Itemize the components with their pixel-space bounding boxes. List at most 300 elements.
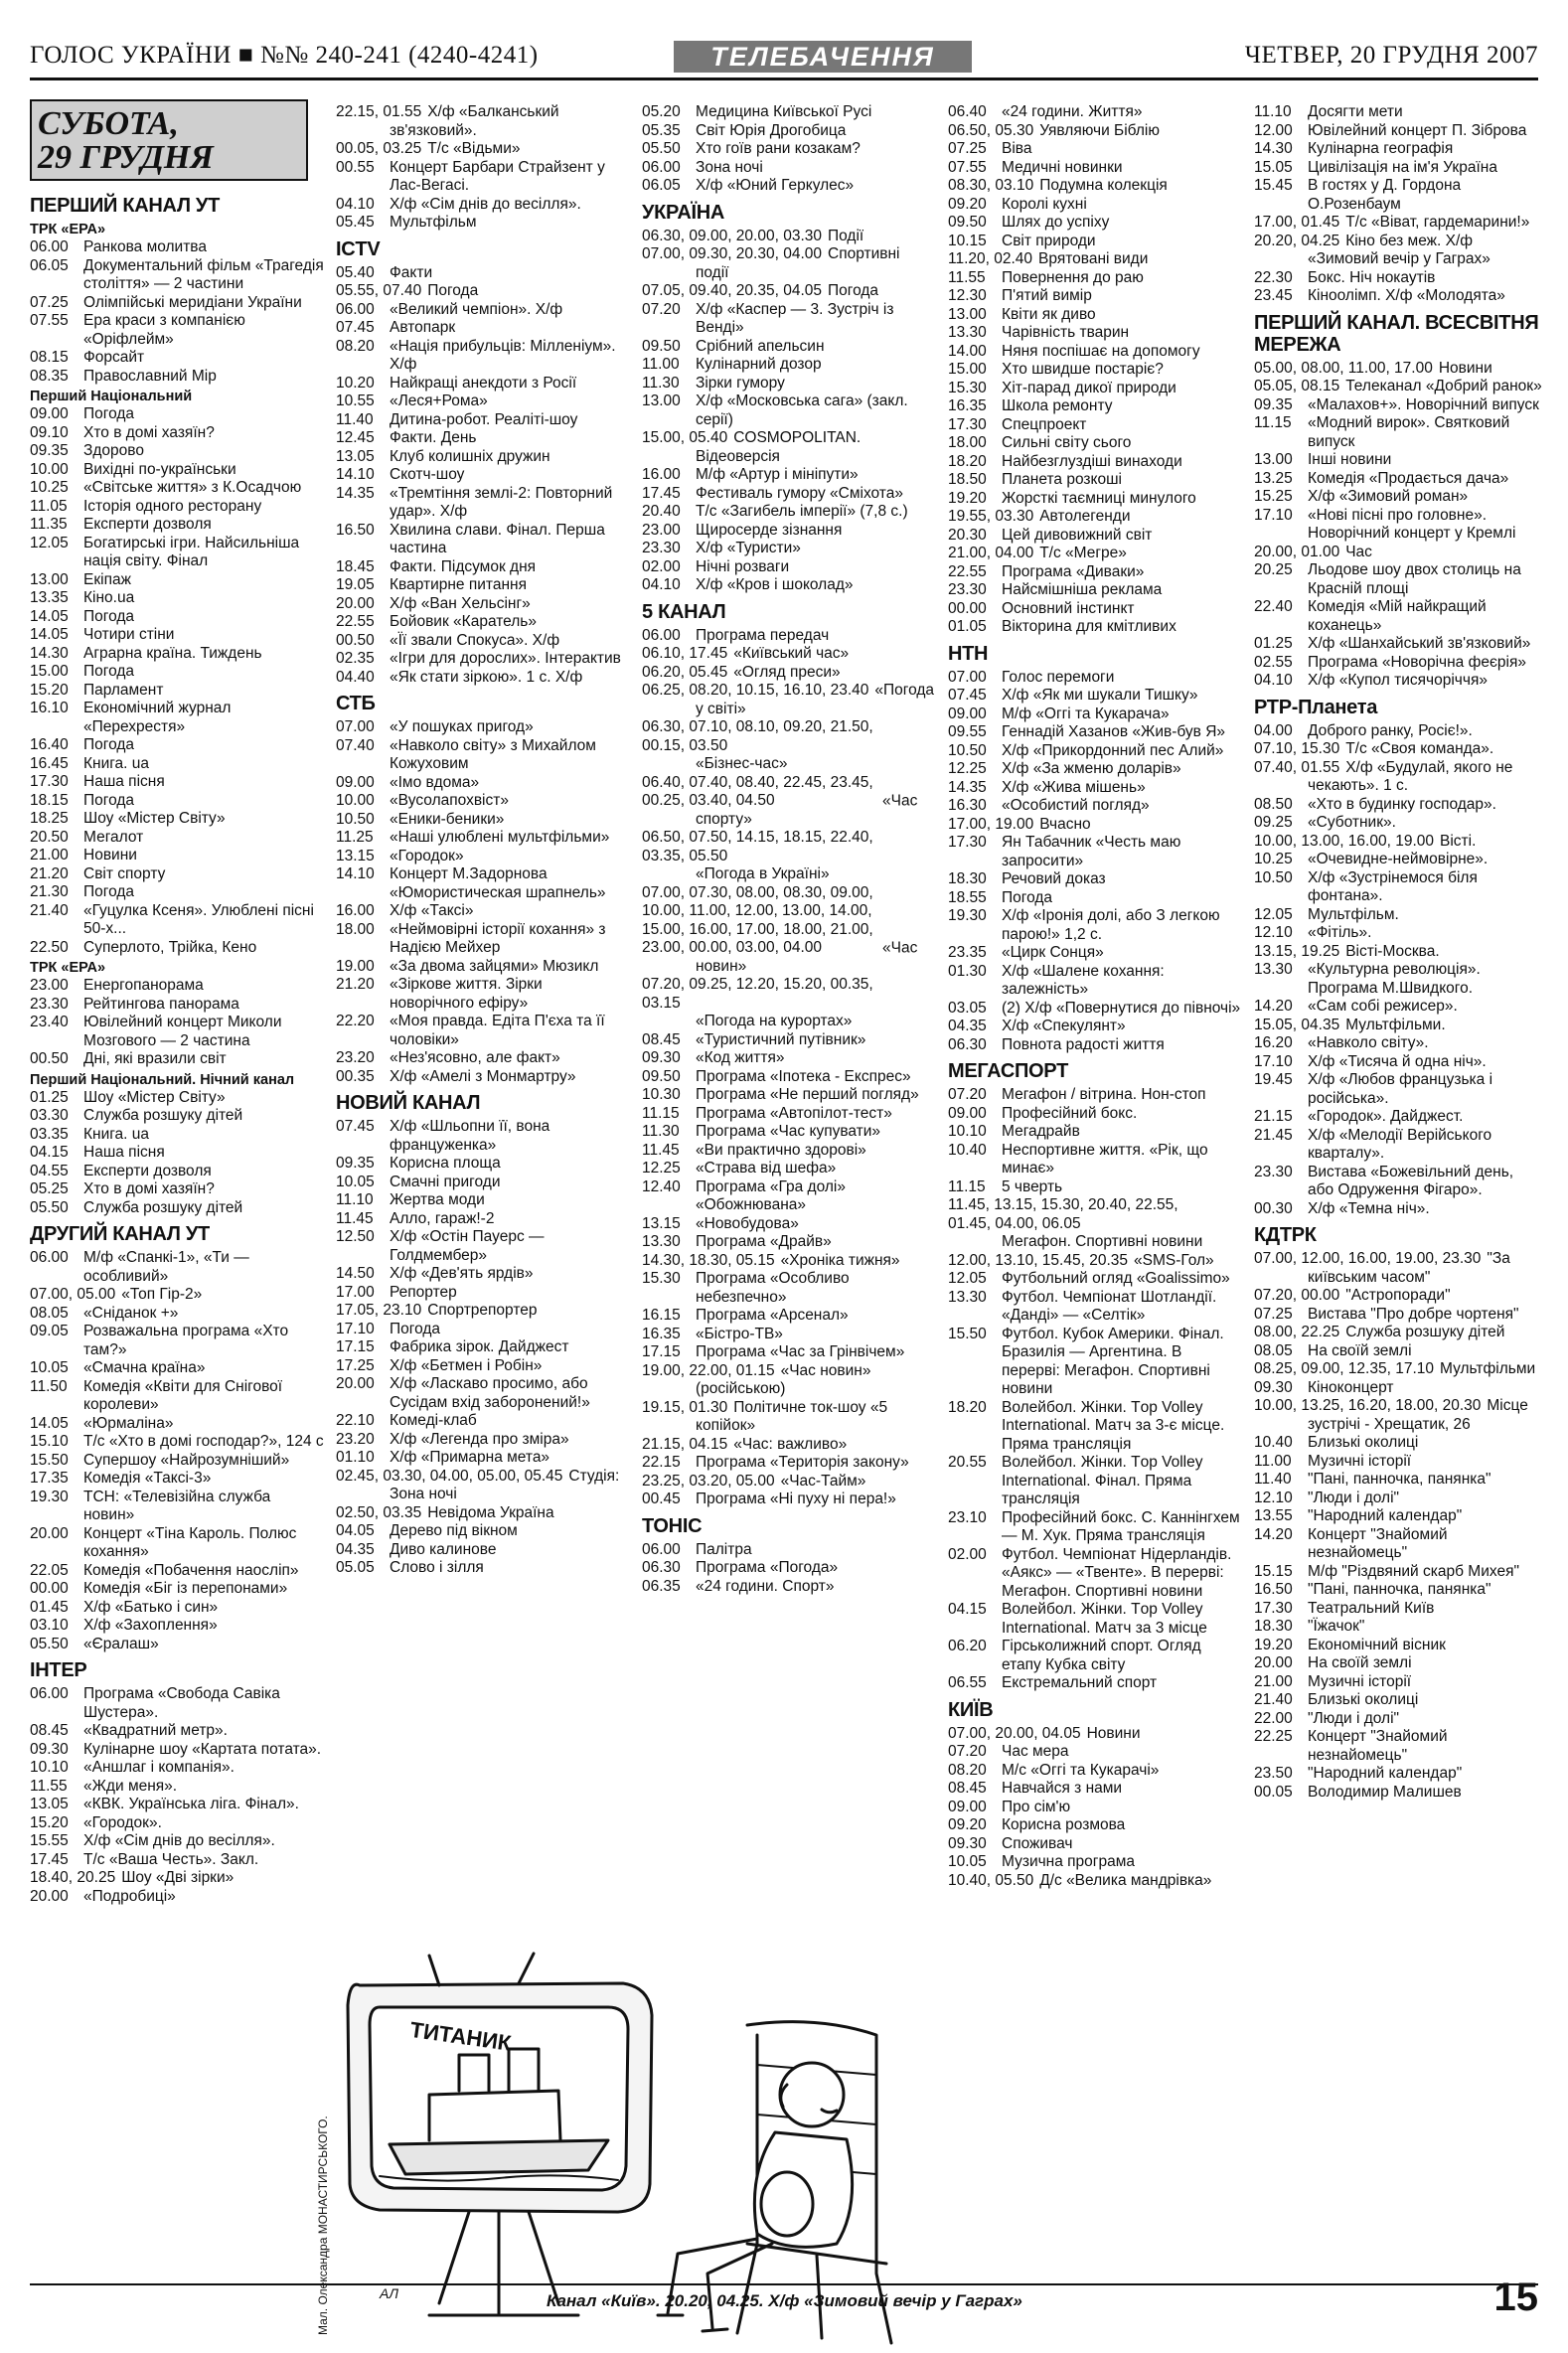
program-entry [30, 1617, 324, 1636]
program-time: 07.00 [948, 668, 987, 686]
program-time: 08.00, 22.25 [1254, 1324, 1340, 1340]
program-title: Православний Мір [83, 367, 217, 385]
program-entry [30, 1014, 324, 1050]
program-title: В гостях у Д. Гордона О.Розенбаум [1308, 177, 1462, 213]
program-title: Жорсткі таємниці минулого [1002, 489, 1196, 507]
program-time: 17.30 [30, 773, 69, 790]
program-title: М/с «Оггі та Кукарачі» [1002, 1761, 1160, 1779]
program-title: Т/с «Віват, гардемарини!» [1345, 214, 1530, 231]
program-time: 22.50 [30, 938, 69, 956]
day-title: СУБОТА, 29 ГРУДНЯ [38, 105, 214, 176]
program-entry [336, 1522, 630, 1541]
program-title: «Юрмаліна» [83, 1414, 174, 1432]
program-time: 07.00, 05.00 [30, 1286, 116, 1303]
program-title: Шоу «Дві зірки» [121, 1869, 235, 1886]
program-entry [336, 466, 630, 485]
program-time: 12.25 [642, 1160, 681, 1176]
program-entry [1254, 1071, 1542, 1108]
program-entry [948, 706, 1242, 724]
program-entry [948, 527, 1242, 546]
program-entry [642, 1541, 936, 1560]
program-time: 10.05 [948, 1853, 987, 1870]
program-title: Комедія «Побачення наосліп» [83, 1561, 299, 1579]
program-title: "Пані, панночка, панянка" [1308, 1581, 1491, 1598]
program-title: Медицина Київської Русі [696, 103, 872, 120]
program-title: Хіт-парад дикої природи [1002, 379, 1176, 396]
program-title: "Люди і долі" [1308, 1489, 1400, 1506]
channel-subheading: ТРК «ЕРА» [30, 222, 106, 237]
program-entry [1254, 1600, 1542, 1619]
program-time: 22.25 [1254, 1728, 1293, 1745]
program-entry [1254, 814, 1542, 833]
program-entry [336, 650, 630, 669]
program-title: "Пані, панночка, панянка" [1308, 1471, 1491, 1488]
program-title: «Нація прибульців: Мілленіум». Х/ф [390, 337, 616, 373]
program-title: Х/ф «Захоплення» [83, 1617, 218, 1634]
program-title: Гірськолижний спорт. Огляд етапу Кубка світу [1002, 1638, 1201, 1673]
program-time: 11.15 [1254, 414, 1292, 431]
program-time: 17.10 [1254, 1052, 1293, 1070]
program-title: Розважальна програма «Хто там?» [83, 1323, 289, 1358]
program-time: 01.10 [336, 1449, 375, 1466]
program-time: 05.40 [336, 263, 375, 281]
program-title: Т/с «Відьми» [427, 140, 521, 157]
program-time: 22.15, 01.55 [336, 103, 422, 120]
program-title: Х/ф «Мелодії Верійського кварталу». [1308, 1126, 1492, 1162]
program-title: Служба розшуку дітей [1345, 1324, 1505, 1340]
program-title: Богатирські ігри. Найсильніша нація світу. Фінал [83, 534, 300, 569]
channel-subheading: Перший Національний. Нічний канал [30, 1071, 295, 1088]
program-title: Форсайт [83, 349, 145, 366]
program-title: М/ф «Спанкі-1», «Ти — особливий» [83, 1249, 249, 1285]
channel-heading: КДТРК [1254, 1224, 1317, 1246]
program-time: 15.00 [948, 361, 987, 378]
program-time: 04.00 [1254, 721, 1293, 739]
program-title: «Час-Тайм» [780, 1472, 866, 1490]
program-entry [30, 1415, 324, 1434]
program-entry [1254, 1471, 1542, 1490]
program-title: «Малахов+». Новорічний випуск [1308, 395, 1539, 413]
program-title: Х/ф «Купол тисячоріччя» [1308, 672, 1488, 689]
program-entry [1254, 1342, 1542, 1361]
program-title: «Гуцулка Ксеня». Улюблені пісні 50-х... [83, 901, 314, 937]
program-title: Мегафон / вітрина. Нон-стоп [1002, 1086, 1206, 1103]
program-time: 10.55 [336, 392, 375, 409]
program-time: 07.45 [948, 687, 987, 704]
program-title: Новини [1438, 359, 1492, 377]
program-title: Програма «Не перший погляд» [696, 1086, 919, 1103]
program-time: 05.45 [336, 214, 375, 231]
program-time: 23.10 [948, 1508, 987, 1526]
program-title: Факти. День [390, 429, 477, 446]
program-title: Клуб колишніх дружин [390, 447, 550, 465]
channel-heading: ПЕРШИЙ КАНАЛ. ВСЕСВІТНЯ МЕРЕЖА [1254, 311, 1539, 356]
program-time: 08.45 [642, 1030, 681, 1048]
program-title: Смачні пригоди [390, 1173, 501, 1190]
program-time: 11.00 [1254, 1452, 1292, 1470]
program-title: Близькі околиці [1308, 1691, 1419, 1708]
program-entry [948, 306, 1242, 325]
program-entry [642, 503, 936, 522]
program-time: 16.50 [336, 521, 375, 539]
program-time: 16.00 [642, 466, 681, 483]
program-time: 07.00, 12.00, 16.00, 19.00, 23.30 [1254, 1250, 1482, 1267]
program-time: 16.20 [1254, 1034, 1293, 1051]
program-entry [1254, 869, 1542, 906]
program-time: 10.10 [948, 1123, 987, 1140]
program-title: Дні, які вразили світ [83, 1050, 227, 1067]
program-entry [948, 233, 1242, 251]
program-time: 14.20 [1254, 998, 1293, 1015]
program-entry [642, 682, 936, 718]
program-title: «КВК. Українська ліга. Фінал». [83, 1796, 299, 1812]
program-entry [948, 1289, 1242, 1326]
program-time: 23.00 [30, 977, 69, 994]
channel-heading: МЕГАСПОРТ [948, 1060, 1068, 1082]
program-time: 00.50 [30, 1050, 69, 1067]
program-entry [30, 663, 324, 682]
program-title: Доброго ранку, Росіє!». [1308, 721, 1473, 739]
channel-subheading: ТРК «ЕРА» [30, 960, 106, 976]
program-entry [948, 250, 1242, 269]
program-title: Х/ф «Бетмен і Робін» [390, 1356, 543, 1374]
program-time: 21.40 [30, 901, 69, 919]
program-title: Програма «Драйв» [696, 1233, 832, 1250]
program-title: Футбольний огляд «Goalissimo» [1002, 1270, 1230, 1287]
program-entry [1254, 1526, 1542, 1563]
program-time: 04.55 [30, 1162, 69, 1179]
program-entry [642, 485, 936, 504]
program-entry [336, 1174, 630, 1192]
program-time: 22.15 [642, 1454, 681, 1471]
program-entry [1254, 103, 1542, 122]
program-entry [336, 1468, 630, 1504]
program-title: Володимир Малишев [1308, 1783, 1462, 1801]
program-time: 23.20 [336, 1430, 375, 1448]
program-entry [30, 1050, 324, 1069]
program-time: 23.30 [948, 581, 987, 598]
program-time: 23.30 [30, 995, 69, 1013]
program-time: 21.20 [336, 976, 375, 993]
program-title: Зона ночі [696, 158, 763, 176]
program-time: 01.25 [1254, 635, 1293, 652]
program-title: Кіноконцерт [1308, 1378, 1394, 1396]
program-title: Мультфільми. [1345, 1016, 1446, 1033]
program-time: 05.35 [642, 121, 681, 139]
program-time: 02.00 [642, 557, 681, 575]
program-entry [1254, 1306, 1542, 1325]
program-time: 09.30 [30, 1740, 69, 1758]
program-title: Ювілейний концерт Миколи Мозгового — 2 частина [83, 1014, 282, 1049]
program-entry [30, 1741, 324, 1760]
program-time: 09.05 [30, 1323, 69, 1339]
program-title: «Погода на курортах» [696, 1013, 853, 1029]
page-footer [30, 2275, 1538, 2319]
program-time: 09.10 [30, 423, 69, 441]
cartoon-credit: Мал. Олександра МОНАСТИРСЬКОГО. [316, 2116, 330, 2335]
program-time: 10.05 [336, 1173, 375, 1190]
program-entry [948, 453, 1242, 472]
program-entry [1254, 1034, 1542, 1053]
program-title: «Як стати зіркою». 1 с. Х/ф [390, 668, 583, 686]
program-title: Програма «Час за Грінвічем» [696, 1343, 905, 1360]
program-title: Х/ф «Іронія долі, або З легкою парою!» 1,2 с. [1002, 907, 1220, 943]
program-entry [948, 1638, 1242, 1674]
program-time: 00.05, 03.25 [336, 140, 422, 157]
program-time: 02.50, 03.35 [336, 1503, 422, 1521]
program-entry [30, 349, 324, 368]
program-title: Х/ф «Туристи» [696, 540, 801, 556]
program-title: Програма «Ні пуху ні пера!» [696, 1490, 896, 1507]
program-entry [30, 368, 324, 387]
program-title: Х/ф «Таксі» [390, 902, 474, 919]
program-entry [948, 434, 1242, 453]
program-entry [30, 571, 324, 590]
program-entry [1254, 1507, 1542, 1526]
program-title: Х/ф «Ван Хельсінг» [390, 594, 531, 612]
program-title: Х/ф «Легенда про зміра» [390, 1430, 569, 1448]
program-entry [1254, 1200, 1542, 1219]
program-time: 19.30 [948, 907, 987, 924]
program-title: Навчайся з нами [1002, 1780, 1123, 1797]
program-entry [336, 1541, 630, 1560]
program-time: 17.30 [948, 834, 987, 851]
program-entry [948, 122, 1242, 141]
program-entry [336, 264, 630, 283]
channel-heading: ТОНІС [642, 1514, 703, 1537]
program-title: Х/ф «Кров і шоколад» [696, 576, 854, 593]
program-entry [948, 1326, 1242, 1399]
program-time: 03.10 [30, 1617, 69, 1634]
program-title: Срібний апельсин [696, 337, 825, 355]
program-time: 09.30 [642, 1049, 681, 1066]
program-title: Книга. ua [83, 754, 150, 772]
program-time: 11.05 [30, 497, 68, 515]
program-title: Х/ф «Зимовий роман» [1308, 488, 1469, 505]
program-time: 23.25, 03.20, 05.00 [642, 1472, 775, 1490]
program-entry [336, 448, 630, 467]
program-time: 18.00 [336, 920, 375, 938]
program-title: Волейбол. Жінки. Tор Volley International. Матч за 3 місце [1002, 1601, 1207, 1637]
program-title: «Моя правда. Едіта П'єха та її чоловіки» [390, 1013, 605, 1048]
program-entry [336, 718, 630, 737]
program-time: 11.45 [642, 1141, 680, 1159]
program-time: 20.25 [1254, 561, 1293, 578]
program-title: Дерево під вікном [390, 1522, 518, 1539]
program-title: 5 чверть [1002, 1177, 1063, 1195]
program-time: 21.00 [1254, 1672, 1293, 1690]
program-entry [642, 829, 936, 884]
program-time: 06.00 [336, 300, 375, 318]
program-entry [948, 269, 1242, 288]
section-title: ТЕЛЕБАЧЕННЯ [674, 41, 972, 73]
program-entry [30, 1199, 324, 1218]
program-entry [30, 792, 324, 811]
program-title: Телеканал «Добрий ранок» [1345, 378, 1542, 394]
program-time: 06.55 [948, 1674, 987, 1691]
program-entry [642, 1215, 936, 1234]
program-entry [30, 883, 324, 902]
program-title: Програма «Погода» [696, 1559, 839, 1576]
program-entry [30, 996, 324, 1015]
channel-heading: СТБ [336, 693, 376, 714]
program-title: Екіпаж [83, 570, 131, 588]
program-entry [30, 1305, 324, 1324]
program-time: 06.30 [642, 1559, 681, 1576]
program-title: «Неймовірні історії кохання» з Надією Мейхер [390, 920, 606, 956]
program-entry [642, 627, 936, 646]
program-title: Події [828, 227, 864, 244]
program-entry [642, 1178, 936, 1215]
channel-heading: ІНТЕР [30, 1659, 87, 1681]
program-title: «Страва від шефа» [696, 1160, 837, 1176]
program-entry [1254, 740, 1542, 759]
program-time: 23.20 [336, 1049, 375, 1066]
program-title: М/ф «Оггі та Кукарача» [1002, 705, 1170, 722]
program-time: 05.55, 07.40 [336, 282, 422, 299]
program-entry [948, 1252, 1242, 1271]
program-entry [948, 834, 1242, 870]
program-time: 11.40 [1254, 1471, 1292, 1488]
program-entry [1254, 1563, 1542, 1582]
program-entry [1254, 544, 1542, 562]
program-time: 22.00 [1254, 1709, 1293, 1727]
program-title: «Ви практично здорові» [696, 1141, 866, 1159]
program-time: 00.00 [30, 1580, 69, 1597]
program-time: 00.50 [336, 631, 375, 649]
program-time: 11.55 [948, 268, 986, 286]
program-time: 13.30 [948, 1288, 987, 1306]
program-entry [30, 589, 324, 608]
program-time: 13.35 [30, 589, 69, 606]
program-title: Програма передач [696, 626, 830, 644]
program-title: Факти. Підсумок дня [390, 557, 537, 575]
program-time: 08.05 [30, 1304, 69, 1322]
program-entry [948, 508, 1242, 527]
program-time: 15.00, 05.40 [642, 429, 728, 446]
program-time: 20.00 [336, 1375, 375, 1392]
program-time: 16.50 [1254, 1581, 1293, 1598]
program-time: 12.05 [948, 1270, 987, 1287]
program-entry [642, 522, 936, 541]
program-entry [30, 1685, 324, 1722]
program-entry [30, 1323, 324, 1359]
program-title: Голос перемоги [1002, 668, 1115, 686]
program-entry [642, 228, 936, 246]
program-title: «SMS-Гол» [1134, 1251, 1214, 1269]
program-title: Вихідні по-українськи [83, 460, 236, 478]
program-time: 12.00, 13.10, 15.45, 20.35 [948, 1251, 1128, 1269]
program-time: 15.50 [30, 1451, 69, 1469]
program-title: Шоу «Містер Світу» [83, 810, 226, 827]
program-time: 07.45 [336, 319, 375, 336]
program-entry [1254, 1673, 1542, 1692]
program-time: 11.40 [336, 410, 374, 428]
program-entry [642, 1233, 936, 1252]
program-title: Повернення до раю [1002, 268, 1144, 286]
program-time: 10.00 [30, 460, 69, 478]
program-title: Ювілейний концерт П. Зіброва [1308, 121, 1527, 139]
program-entry [336, 829, 630, 848]
program-entry [1254, 488, 1542, 507]
program-entry [30, 1562, 324, 1581]
program-entry [30, 1163, 324, 1181]
program-title: Х/ф «Сім днів до весілля». [83, 1832, 275, 1849]
program-time: 20.20, 04.25 [1254, 232, 1340, 249]
program-entry [30, 294, 324, 313]
program-title: «24 години. Життя» [1002, 103, 1143, 120]
program-title: Близькі околиці [1308, 1434, 1419, 1451]
program-entry [30, 1433, 324, 1452]
program-entry [1254, 1784, 1542, 1803]
program-entry [1254, 759, 1542, 796]
schedule-column-2 [336, 103, 630, 1578]
program-title: Вистава «Божевільний день, або Одруження Фігаро». [1308, 1163, 1514, 1198]
program-time: 23.35 [948, 944, 987, 961]
program-title: Ера краси з компанією «Оріфлейм» [83, 312, 245, 348]
program-title: Д/с «Велика мандрівка» [1039, 1871, 1212, 1889]
program-entry [1254, 1397, 1542, 1434]
program-time: 15.55 [30, 1832, 69, 1849]
program-title: Економічний журнал «Перехрестя» [83, 700, 232, 735]
program-entry [642, 576, 936, 595]
page-number: 15 [1493, 2275, 1538, 2319]
program-entry [948, 1105, 1242, 1124]
program-entry [30, 1722, 324, 1741]
program-time: 14.00 [948, 342, 987, 360]
program-time: 20.55 [948, 1454, 987, 1471]
program-time: 06.50, 07.50, 14.15, 18.15, 22.40, 03.35, 05.50 [642, 829, 873, 864]
program-entry [642, 103, 936, 122]
program-title: Наша пісня [83, 773, 165, 790]
program-title: Няня поспішає на допомогу [1002, 342, 1200, 360]
program-time: 10.05 [30, 1359, 69, 1376]
program-title: Професійний бокс. С. Каннінгхем — М. Хук. Пряма трансляція [1002, 1508, 1240, 1544]
program-title: «Жди меня». [83, 1777, 178, 1795]
program-title: Планета розкоші [1002, 471, 1122, 488]
program-title: Спецпроект [1002, 415, 1087, 433]
program-time: 01.30 [948, 962, 987, 980]
program-title: «Світське життя» з К.Осадчою [83, 479, 302, 496]
program-entry [642, 1105, 936, 1124]
program-entry [642, 1142, 936, 1161]
program-entry [642, 1252, 936, 1271]
program-time: 08.05 [1254, 1341, 1293, 1359]
program-time: 13.05 [30, 1796, 69, 1812]
program-time: 07.55 [30, 312, 69, 329]
schedule-column-4 [948, 103, 1242, 1890]
program-entry [30, 1144, 324, 1163]
program-title: Погода [427, 282, 479, 299]
program-title: Ранкова молитва [83, 238, 207, 255]
program-entry [948, 1835, 1242, 1854]
program-title: М/ф «Артур і мініпути» [696, 466, 859, 483]
program-entry [1254, 269, 1542, 288]
program-time: 00.55 [336, 158, 375, 176]
program-time: 11.55 [30, 1777, 68, 1795]
program-entry [336, 1357, 630, 1376]
program-time: 05.50 [30, 1635, 69, 1652]
program-entry [1254, 961, 1542, 998]
program-entry [30, 682, 324, 701]
program-time: 09.00 [948, 705, 987, 722]
program-entry [336, 429, 630, 448]
program-title: Найсмішніша реклама [1002, 581, 1163, 598]
program-time: 17.15 [642, 1343, 681, 1360]
program-entry [1254, 943, 1542, 962]
program-entry [948, 1780, 1242, 1799]
program-entry [948, 563, 1242, 582]
